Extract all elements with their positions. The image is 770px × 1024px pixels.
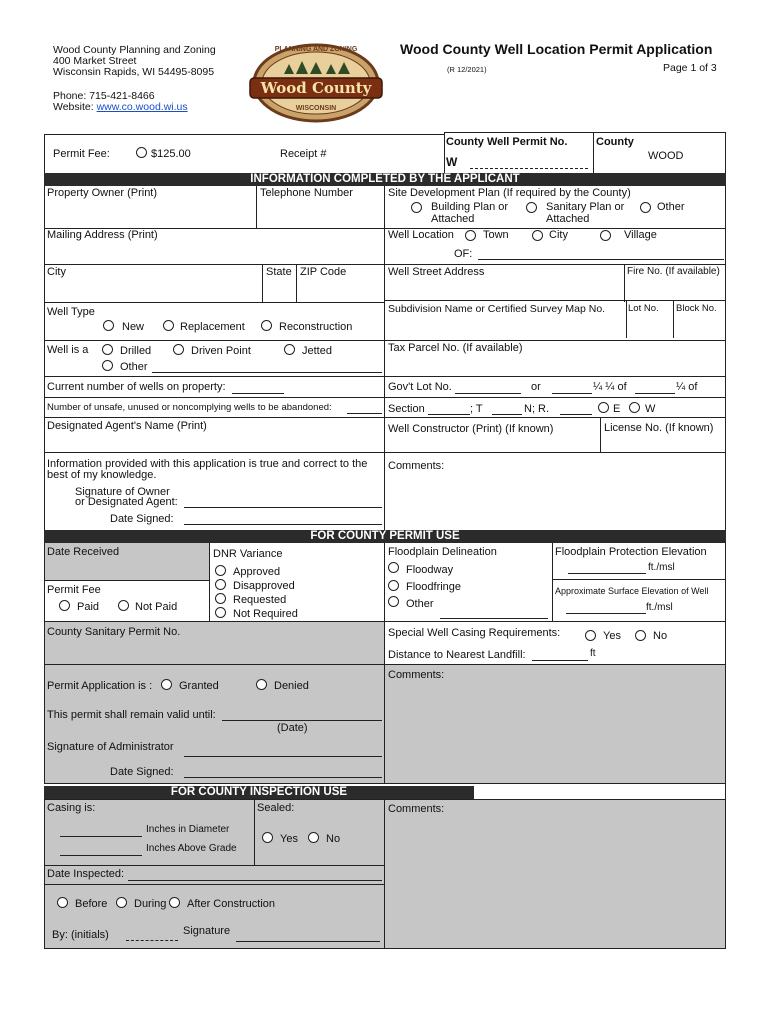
inches-diameter-field[interactable] [60,836,142,837]
section-label: Section [388,403,425,415]
of-field[interactable] [478,259,724,260]
dnr-disapproved-label: Disapproved [233,580,295,592]
well-street-label: Well Street Address [388,266,485,278]
valid-until-field[interactable] [222,720,382,721]
denied-radio[interactable] [256,679,267,690]
well-type-reconstruction-label: Reconstruction [279,321,353,333]
north-range-label: N; R. [524,403,550,415]
not-paid-radio[interactable] [118,600,129,611]
quarter-label: ¼ of [676,381,698,393]
landfill-label: Distance to Nearest Landfill: [388,649,526,661]
section-field[interactable] [428,414,470,415]
inspection-comments-label: Comments: [388,803,445,815]
west-label: W [645,403,656,415]
attached-label-1: Attached [431,213,475,225]
casing-is-label: Casing is: [47,802,96,814]
dnr-requested-label: Requested [233,594,287,606]
inches-grade-label: Inches Above Grade [146,843,237,854]
date-signed-label: Date Signed: [110,513,174,525]
sealed-no-label: No [326,833,341,845]
org-street: 400 Market Street [53,55,137,67]
floodway-radio[interactable] [388,562,399,573]
landfill-unit: ft [590,648,596,659]
initials-field[interactable] [126,940,178,941]
org-city: Wisconsin Rapids, WI 54495-8095 [53,66,215,78]
approx-surface-unit: ft./msl [646,602,673,613]
casing-no-radio[interactable] [635,630,646,641]
west-radio[interactable] [629,402,640,413]
site-plan-label: Site Development Plan (If required by the County) [388,187,631,199]
not-paid-label: Not Paid [135,601,178,613]
well-type-new-label: New [122,321,145,333]
casing-no-label: No [653,630,668,642]
inches-grade-field[interactable] [60,855,142,856]
attached-label-2: Attached [546,213,590,225]
county-label: County [596,136,634,148]
applicant-section-bar: INFORMATION COMPLETED BY THE APPLICANT [44,173,726,186]
township-label: ; T [470,403,483,415]
receipt-label: Receipt # [280,148,327,160]
logo-bottom-text: WISCONSIN [295,105,337,112]
admin-date-field[interactable] [184,777,382,778]
east-label: E [613,403,621,415]
floodfringe-radio[interactable] [388,580,399,591]
certify-line-1: Information provided with this application is true and correct to the [47,458,368,470]
fire-no-label: Fire No. (If available) [627,266,720,277]
sealed-label: Sealed: [257,802,295,814]
fp-elevation-field[interactable] [568,573,646,574]
wood-county-logo [246,40,386,126]
admin-date-signed-label: Date Signed: [110,766,174,778]
valid-date-caption: (Date) [277,722,308,734]
by-initials-label: By: (initials) [52,929,109,941]
quarter-quarter-field[interactable] [552,393,592,394]
driven-point-label: Driven Point [191,345,251,357]
sig-owner-line-2: or Designated Agent: [75,496,178,508]
applicant-comments-label: Comments: [388,460,445,472]
permit-no-prefix: W [446,155,458,169]
unsafe-wells-field[interactable] [347,413,382,414]
range-field[interactable] [560,414,592,415]
mailing-address-label: Mailing Address (Print) [47,229,158,241]
permit-use-section-bar: FOR COUNTY PERMIT USE [44,530,726,543]
permit-app-is-label: Permit Application is : [47,680,153,692]
quarter-field[interactable] [635,393,675,394]
tax-parcel-label: Tax Parcel No. (If available) [388,342,523,354]
govt-lot-field[interactable] [455,393,521,394]
town-label: Town [483,229,509,241]
casing-yes-label: Yes [603,630,621,642]
valid-until-label: This permit shall remain valid until: [47,709,216,721]
denied-label: Denied [274,680,309,692]
block-no-label: Block No. [676,303,717,314]
after-label: After Construction [187,898,276,910]
org-name: Wood County Planning and Zoning [53,44,216,56]
date-received-label: Date Received [47,546,120,558]
well-type-label: Well Type [47,306,95,318]
building-plan-label: Building Plan or [431,201,509,213]
dnr-disapproved-radio[interactable] [215,579,226,590]
dnr-approved-label: Approved [233,566,281,578]
owner-signature-field[interactable] [184,507,382,508]
during-radio[interactable] [116,897,127,908]
floodfringe-label: Floodfringe [406,581,462,593]
well-type-reconstruction-radio[interactable] [261,320,272,331]
date-inspected-field[interactable] [128,880,382,881]
sealed-yes-radio[interactable] [262,832,273,843]
before-label: Before [75,898,108,910]
current-wells-label: Current number of wells on property: [47,381,226,393]
page-number: Page 1 of 3 [663,62,717,74]
city-option-label: City [549,229,568,241]
permit-no-label: County Well Permit No. [446,136,568,148]
inspector-signature-label: Signature [183,925,231,937]
admin-signature-field[interactable] [184,756,382,757]
permit-fee-value: $125.00 [151,148,191,160]
permit-no-field[interactable] [470,168,588,169]
sealed-no-radio[interactable] [308,832,319,843]
permit-fee-paid-label: Permit Fee [47,584,101,596]
floodway-label: Floodway [406,564,454,576]
after-radio[interactable] [169,897,180,908]
zip-label: ZIP Code [300,266,347,278]
paid-radio[interactable] [59,600,70,611]
dnr-not-required-radio[interactable] [215,607,226,618]
date-inspected-label: Date Inspected: [47,868,125,880]
website-link[interactable]: www.co.wood.wi.us [96,101,188,113]
well-type-replacement-label: Replacement [180,321,245,333]
floodplain-other-field[interactable] [440,618,548,619]
inspector-signature-field[interactable] [236,941,380,942]
landfill-field[interactable] [532,660,588,661]
other-well-label: Other [120,361,148,373]
village-radio[interactable] [600,230,611,241]
drilled-label: Drilled [120,345,152,357]
other-plan-radio[interactable] [640,202,651,213]
quarter-quarter-label: ¼ ¼ of [593,381,627,393]
org-phone: Phone: 715-421-8466 [53,90,155,102]
county-value: WOOD [648,150,684,162]
well-type-replacement-radio[interactable] [163,320,174,331]
website-label: Website: [53,101,94,113]
casing-yes-radio[interactable] [585,630,596,641]
other-plan-label: Other [657,201,685,213]
village-label: Village [624,229,657,241]
building-plan-radio[interactable] [411,202,422,213]
town-radio[interactable] [465,230,476,241]
jetted-label: Jetted [302,345,332,357]
permit-comments-label: Comments: [388,669,445,681]
dnr-not-required-label: Not Required [233,608,298,620]
state-label: State [266,266,292,278]
inspection-section-bar: FOR COUNTY INSPECTION USE [44,786,474,799]
driven-point-radio[interactable] [173,344,184,355]
unsafe-wells-label: Number of unsafe, unused or noncomplying wells to be abandoned: [47,402,332,413]
floodplain-label: Floodplain Delineation [388,546,497,558]
other-well-radio[interactable] [102,360,113,371]
permit-fee-label: Permit Fee: [53,148,110,160]
lot-no-label: Lot No. [628,303,659,314]
well-type-new-radio[interactable] [103,320,114,331]
paid-label: Paid [77,601,100,613]
org-website [53,101,188,113]
township-field[interactable] [492,414,522,415]
well-is-a-label: Well is a [47,344,89,356]
fp-elevation-unit: ft./msl [648,562,675,573]
logo-main-text: Wood County [260,79,372,97]
dnr-approved-radio[interactable] [215,565,226,576]
well-location-label: Well Location [388,229,454,241]
city-radio[interactable] [532,230,543,241]
granted-radio[interactable] [161,679,172,690]
approx-surface-field[interactable] [566,613,646,614]
inches-diameter-label: Inches in Diameter [146,824,230,835]
of-label: OF: [454,248,473,260]
owner-date-field[interactable] [184,524,382,525]
agent-name-label: Designated Agent's Name (Print) [47,420,207,432]
fp-elevation-label: Floodplain Protection Elevation [555,546,707,558]
well-constructor-label: Well Constructor (Print) (If known) [388,423,554,435]
or-label: or [531,381,541,393]
dnr-requested-radio[interactable] [215,593,226,604]
sanitary-permit-label: County Sanitary Permit No. [47,626,181,638]
license-no-label: License No. (If known) [604,422,714,434]
drilled-radio[interactable] [102,344,113,355]
logo-top-text: PLANNING AND ZONING [274,46,358,53]
dnr-variance-label: DNR Variance [213,548,283,560]
special-casing-label: Special Well Casing Requirements: [388,627,561,639]
floodplain-other-label: Other [406,598,434,610]
property-owner-label: Property Owner (Print) [47,187,158,199]
subdivision-label: Subdivision Name or Certified Survey Map No. [388,303,606,315]
telephone-label: Telephone Number [260,187,353,199]
east-radio[interactable] [598,402,609,413]
jetted-radio[interactable] [284,344,295,355]
admin-signature-label: Signature of Administrator [47,741,174,753]
current-wells-field[interactable] [232,393,284,394]
sealed-yes-label: Yes [280,833,298,845]
revision: (R 12/2021) [447,65,487,74]
other-well-field[interactable] [152,372,382,373]
granted-label: Granted [179,680,219,692]
during-label: During [134,898,167,910]
before-radio[interactable] [57,897,68,908]
sig-owner-line-1: Signature of Owner [75,486,170,498]
certify-line-2: best of my knowledge. [47,469,157,481]
approx-surface-label: Approximate Surface Elevation of Well [555,586,709,596]
city-label: City [47,266,66,278]
govt-lot-label: Gov't Lot No. [388,381,452,393]
sanitary-plan-label: Sanitary Plan or [546,201,625,213]
sanitary-plan-radio[interactable] [526,202,537,213]
form-title: Wood County Well Location Permit Application [400,41,713,57]
permit-fee-radio[interactable] [136,147,147,158]
floodplain-other-radio[interactable] [388,596,399,607]
